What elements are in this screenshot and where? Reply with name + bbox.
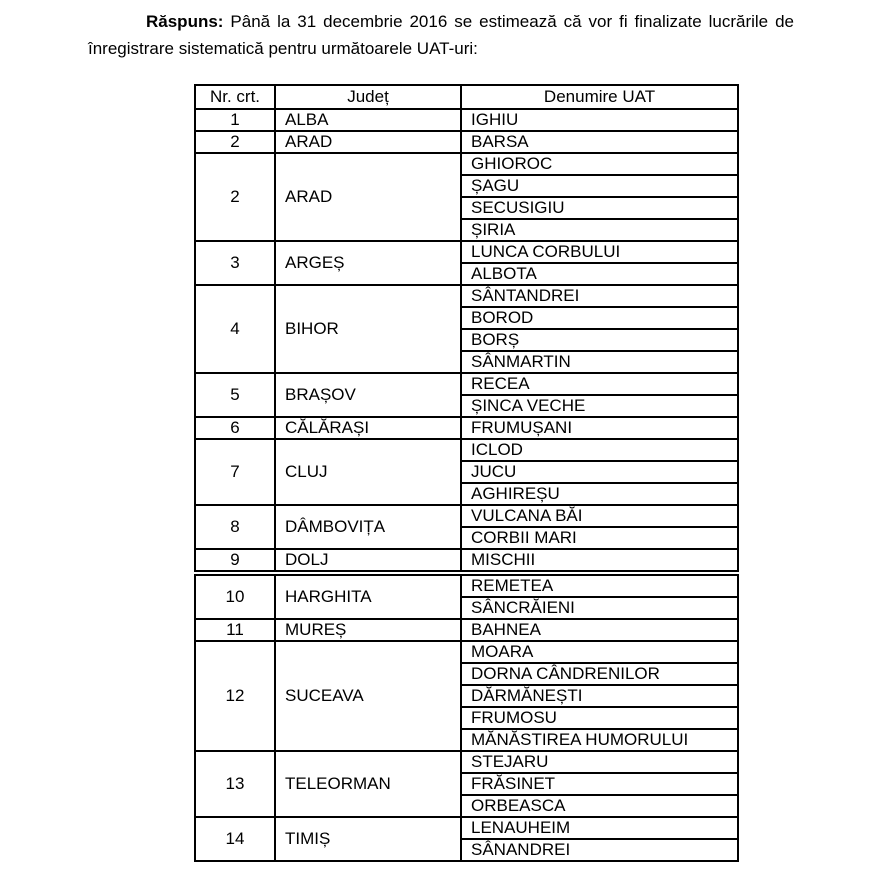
nr-crt-cell: 5	[195, 373, 275, 417]
uat-cell: SÂNMARTIN	[461, 351, 738, 373]
nr-crt-cell: 14	[195, 817, 275, 861]
uat-cell: STEJARU	[461, 751, 738, 773]
uat-cell: BARSA	[461, 131, 738, 153]
judet-cell: TELEORMAN	[275, 751, 461, 817]
nr-crt-cell: 2	[195, 153, 275, 241]
uat-cell: RECEA	[461, 373, 738, 395]
uat-cell: AGHIREȘU	[461, 483, 738, 505]
uat-cell: FRUMUȘANI	[461, 417, 738, 439]
judet-cell: DOLJ	[275, 549, 461, 573]
uat-cell: ALBOTA	[461, 263, 738, 285]
uat-cell: DORNA CÂNDRENILOR	[461, 663, 738, 685]
judet-cell: CĂLĂRAȘI	[275, 417, 461, 439]
uat-cell: ȘAGU	[461, 175, 738, 197]
table-row	[195, 153, 738, 175]
table-row	[195, 619, 738, 641]
table-row	[195, 285, 738, 307]
intro-line-2: înregistrare sistematică pentru următoarele UAT-uri:	[88, 39, 478, 58]
header-judet: Județ	[275, 85, 461, 109]
judet-cell: ARGEȘ	[275, 241, 461, 285]
judet-cell: MUREȘ	[275, 619, 461, 641]
nr-crt-cell: 6	[195, 417, 275, 439]
nr-crt-cell: 12	[195, 641, 275, 751]
uat-cell: ORBEASCA	[461, 795, 738, 817]
uat-cell: REMETEA	[461, 573, 738, 597]
intro-paragraph	[0, 0, 882, 62]
header-denumire-uat: Denumire UAT	[461, 85, 738, 109]
uat-cell: JUCU	[461, 461, 738, 483]
uat-cell: IGHIU	[461, 109, 738, 131]
uat-cell: SÂNCRĂIENI	[461, 597, 738, 619]
table-row	[195, 131, 738, 153]
nr-crt-cell: 8	[195, 505, 275, 549]
uat-cell: LUNCA CORBULUI	[461, 241, 738, 263]
judet-cell: ARAD	[275, 153, 461, 241]
judet-cell: ALBA	[275, 109, 461, 131]
uat-cell: MĂNĂSTIREA HUMORULUI	[461, 729, 738, 751]
uat-cell: BAHNEA	[461, 619, 738, 641]
uat-cell: DĂRMĂNEȘTI	[461, 685, 738, 707]
uat-cell: SÂNTANDREI	[461, 285, 738, 307]
uat-cell: MOARA	[461, 641, 738, 663]
uat-table	[194, 84, 739, 862]
judet-cell: DÂMBOVIȚA	[275, 505, 461, 549]
uat-table-body	[195, 109, 738, 861]
intro-text-line1: Până la 31 decembrie 2016 se estimează că vor fi finalizate lucrările de	[223, 12, 794, 31]
uat-cell: CORBII MARI	[461, 527, 738, 549]
uat-cell: BORȘ	[461, 329, 738, 351]
nr-crt-cell: 3	[195, 241, 275, 285]
uat-cell: ȘIRIA	[461, 219, 738, 241]
table-row	[195, 241, 738, 263]
table-header-row	[195, 85, 738, 109]
uat-cell: SECUSIGIU	[461, 197, 738, 219]
uat-cell: ICLOD	[461, 439, 738, 461]
table-row	[195, 439, 738, 461]
uat-cell: BOROD	[461, 307, 738, 329]
uat-cell: FRĂSINET	[461, 773, 738, 795]
judet-cell: BRAȘOV	[275, 373, 461, 417]
table-row	[195, 109, 738, 131]
judet-cell: HARGHITA	[275, 573, 461, 619]
table-row	[195, 505, 738, 527]
table-row	[195, 751, 738, 773]
nr-crt-cell: 1	[195, 109, 275, 131]
uat-cell: MISCHII	[461, 549, 738, 573]
judet-cell: SUCEAVA	[275, 641, 461, 751]
table-row	[195, 373, 738, 395]
intro-label: Răspuns:	[146, 12, 224, 31]
nr-crt-cell: 13	[195, 751, 275, 817]
uat-cell: GHIOROC	[461, 153, 738, 175]
uat-cell: LENAUHEIM	[461, 817, 738, 839]
nr-crt-cell: 7	[195, 439, 275, 505]
table-row	[195, 817, 738, 839]
judet-cell: BIHOR	[275, 285, 461, 373]
nr-crt-cell: 9	[195, 549, 275, 573]
nr-crt-cell: 11	[195, 619, 275, 641]
nr-crt-cell: 10	[195, 573, 275, 619]
uat-cell: SÂNANDREI	[461, 839, 738, 861]
table-row	[195, 417, 738, 439]
table-row	[195, 549, 738, 573]
uat-cell: VULCANA BĂI	[461, 505, 738, 527]
header-nr-crt: Nr. crt.	[195, 85, 275, 109]
judet-cell: CLUJ	[275, 439, 461, 505]
nr-crt-cell: 2	[195, 131, 275, 153]
judet-cell: TIMIȘ	[275, 817, 461, 861]
table-row	[195, 573, 738, 597]
uat-cell: ȘINCA VECHE	[461, 395, 738, 417]
nr-crt-cell: 4	[195, 285, 275, 373]
intro-line-1	[88, 8, 794, 35]
judet-cell: ARAD	[275, 131, 461, 153]
uat-cell: FRUMOSU	[461, 707, 738, 729]
table-row	[195, 641, 738, 663]
